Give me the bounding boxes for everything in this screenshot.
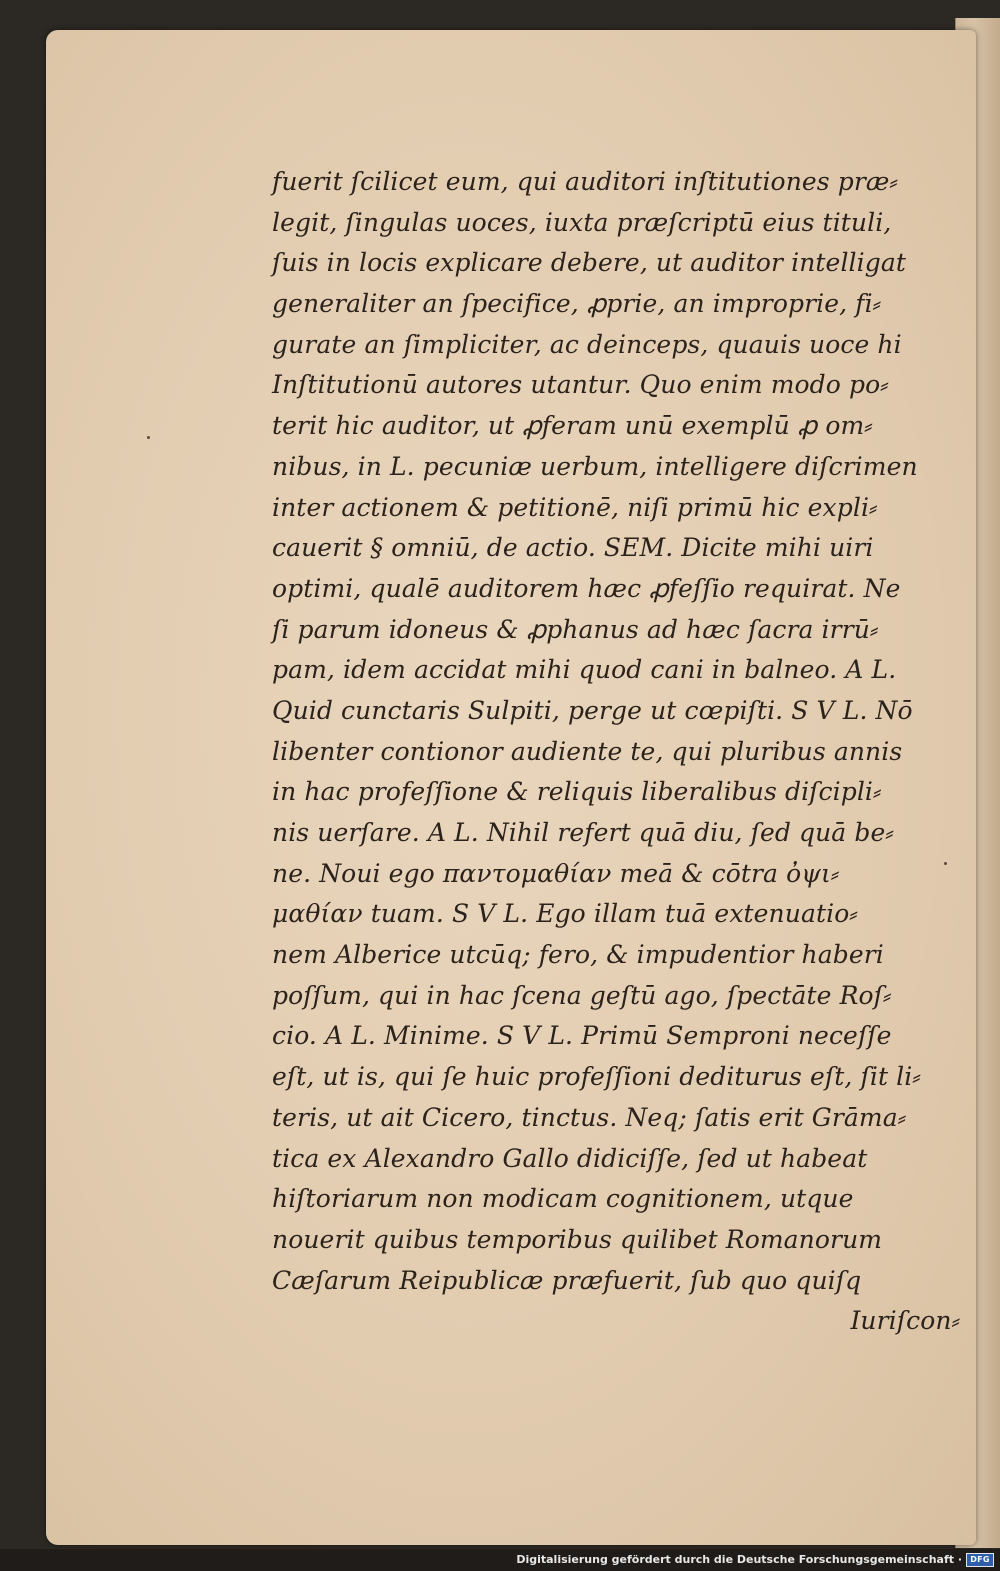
text-line: generaliter an ſpecifice, ꝓprie, an improprie, fi⸗ bbox=[272, 289, 882, 319]
text-line: terit hic auditor, ut ꝓferam unū exemplū ꝓ om⸗ bbox=[272, 411, 873, 441]
text-line: teris, ut ait Cicero, tinctus. Neq; ſatis erit Grāma⸗ bbox=[272, 1102, 907, 1132]
text-line: eſt, ut is, qui ſe huic profeſſioni dediturus eſt, ſit li⸗ bbox=[272, 1062, 921, 1092]
catchword: Iuriſcon⸗ bbox=[850, 1306, 960, 1336]
text-line: hiſtoriarum non modicam cognitionem, utque bbox=[272, 1184, 854, 1214]
book-page bbox=[46, 30, 976, 1545]
digitization-footer bbox=[0, 1549, 1000, 1571]
text-line: nis uerſare. A L. Nihil refert quā diu, ſed quā be⸗ bbox=[272, 818, 894, 847]
text-line: tica ex Alexandro Gallo didiciſſe, ſed ut habeat bbox=[272, 1143, 868, 1173]
text-line: pam, idem accidat mihi quod cani in balneo. A L. bbox=[272, 655, 897, 685]
text-line: ne. Noui ego παντομαθίαν meā & cōtra ὀψι⸗ bbox=[272, 858, 840, 888]
paper-speck bbox=[944, 862, 947, 865]
text-line: ſi parum idoneus & ꝓphanus ad hæc ſacra irrū⸗ bbox=[272, 614, 879, 644]
text-line: μαθίαν tuam. S V L. Ego illam tuā extenuatio⸗ bbox=[272, 899, 858, 929]
text-line: inter actionem & petitionē, niſi primū hic expli⸗ bbox=[272, 492, 878, 522]
text-line: legit, ſingulas uoces, iuxta præſcriptū eius tituli, bbox=[272, 207, 892, 237]
text-line: cio. A L. Minime. S V L. Primū Semproni neceſſe bbox=[272, 1021, 892, 1051]
funding-notice: Digitalisierung gefördert durch die Deutsche Forschungsgemeinschaft · bbox=[516, 1553, 962, 1566]
paper-speck bbox=[147, 436, 150, 439]
text-line: libenter contionor audiente te, qui pluribus annis bbox=[272, 736, 903, 766]
text-line: Quid cunctaris Sulpiti, perge ut cœpiſti. S V L. Nō bbox=[272, 695, 913, 725]
text-line: fuerit ſcilicet eum, qui auditori inſtitutiones præ⸗ bbox=[272, 167, 898, 196]
text-line: ſuis in locis explicare debere, ut auditor intelligat bbox=[272, 248, 906, 278]
text-line: gurate an ſimpliciter, ac deinceps, quauis uoce hi bbox=[272, 329, 902, 359]
text-line: nouerit quibus temporibus quilibet Romanorum bbox=[272, 1224, 883, 1254]
text-line: poſſum, qui in hac ſcena geſtū ago, ſpectāte Roſ⸗ bbox=[272, 980, 892, 1010]
text-line: nem Alberice utcūq; fero, & impudentior haberi bbox=[272, 940, 884, 970]
text-line: Cæſarum Reipublicæ præfuerit, ſub quo quiſq bbox=[272, 1265, 862, 1295]
text-line: nibus, in L. pecuniæ uerbum, intelligere diſcrimen bbox=[272, 451, 918, 481]
text-line: Inſtitutionū autores utantur. Quo enim modo po⸗ bbox=[272, 370, 889, 400]
text-line: optimi, qualē auditorem hæc ꝓfeſſio requirat. Ne bbox=[272, 573, 901, 603]
text-line: in hac profeſſione & reliquis liberalibus diſcipli⸗ bbox=[272, 777, 882, 807]
dfg-logo-icon: DFG bbox=[966, 1553, 994, 1567]
text-block bbox=[272, 162, 972, 1342]
text-line: cauerit § omniū, de actio. SEM. Dicite mihi uiri bbox=[272, 533, 874, 563]
